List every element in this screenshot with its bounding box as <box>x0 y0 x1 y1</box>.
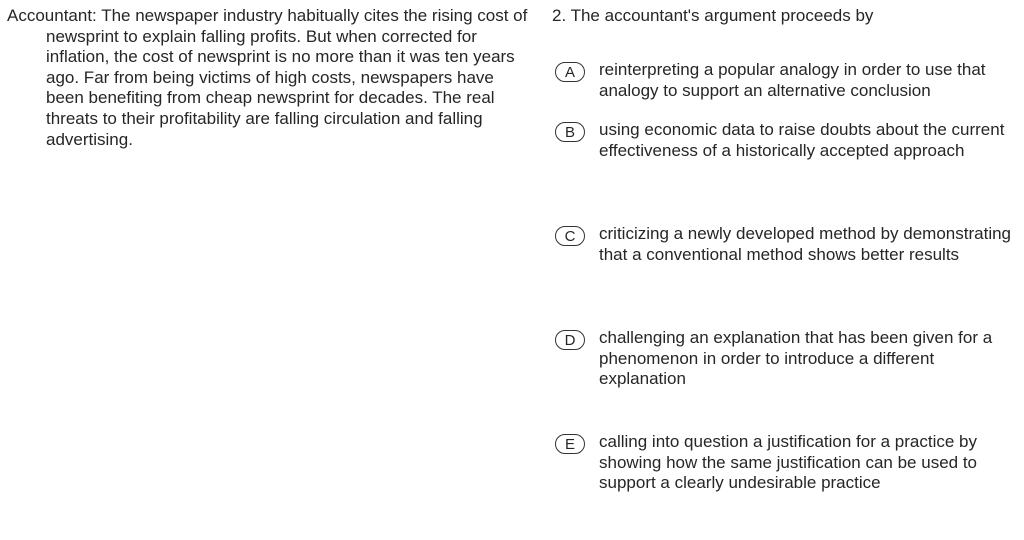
choice-d[interactable] <box>555 328 1017 432</box>
answer-choices <box>555 60 1017 502</box>
passage-text: Accountant: The newspaper industry habitually cites the rising cost of newsprint to explain falling profits. But when corrected for inflation, the cost of newsprint is no more than it was ten years ago. Far from being victims of high costs, newspapers have been benefiting from cheap newsprint for decades. The real threats to their profitability are falling circulation and falling advertising. <box>7 6 528 149</box>
choice-b[interactable] <box>555 120 1017 224</box>
choice-a-bubble[interactable]: A <box>555 62 585 82</box>
question-stem: 2. The accountant's argument proceeds by <box>552 6 874 25</box>
choice-c-bubble[interactable]: C <box>555 226 585 246</box>
choice-d-text: challenging an explanation that has been given for a phenomenon in order to introduce a different explanation <box>599 328 993 389</box>
choice-e[interactable] <box>555 432 1017 502</box>
choice-e-text: calling into question a justification for a practice by showing how the same justification can be used to support a clearly undesirable practice <box>599 432 978 493</box>
choice-a-text: reinterpreting a popular analogy in order to use that analogy to support an alternative conclusion <box>599 60 986 100</box>
choice-a[interactable] <box>555 60 1017 120</box>
choice-b-bubble[interactable]: B <box>555 122 585 142</box>
choice-b-text: using economic data to raise doubts about the current effectiveness of a historically accepted approach <box>599 120 1005 160</box>
choice-d-bubble[interactable]: D <box>555 330 585 350</box>
choice-c-text: criticizing a newly developed method by demonstrating that a conventional method shows better results <box>599 224 1012 264</box>
choice-e-bubble[interactable]: E <box>555 434 585 454</box>
choice-c[interactable] <box>555 224 1017 328</box>
